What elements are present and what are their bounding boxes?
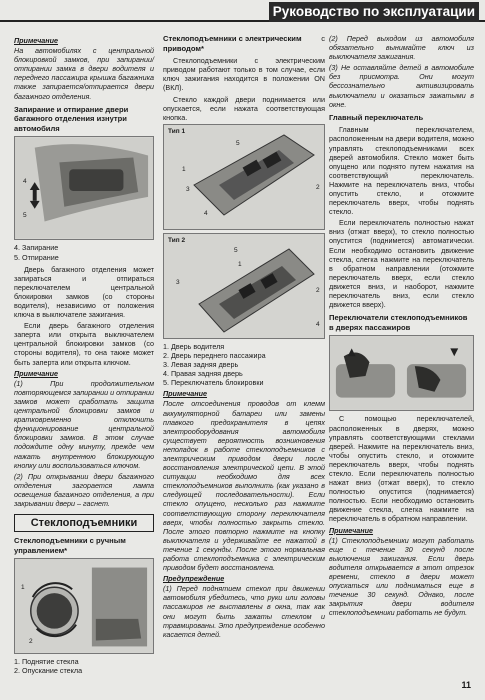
note-item: (2) При открывании двери багажного отделения загорается лампа освещения багажного отделения, а при закрывании двери – гаснет. [14, 471, 154, 508]
callout-2: 2 [316, 286, 320, 294]
manual-crank-figure [14, 558, 154, 654]
paragraph: Стекло каждой двери поднимается или опускается, если нажата соответствующая кнопка. [163, 94, 325, 122]
type2-switch-illustration [164, 234, 324, 338]
callout-5: 5 [234, 246, 238, 254]
trunk-switch-illustration [15, 137, 153, 239]
page-number: 11 [461, 680, 471, 690]
page-header [0, 0, 485, 26]
callout-1: 1 [238, 260, 242, 268]
warning-text: (1) Перед поднятием стекол при движении автомобиля убедитесь, что руки или головы пассажиров не выставлены в окна, так как они могут быть зажаты стеклом и травмированы. Это предупреждение особенно касается детей. [163, 584, 325, 639]
callout-3: 3 [176, 278, 180, 286]
crank-legend-1: 1. Поднятие стекла [14, 657, 79, 667]
column-1 [14, 34, 154, 675]
lock-legend-1: 4. Запирание [14, 243, 59, 253]
note-text: (1) Стеклоподъемники могут работать еще с течение 30 секунд после выключения зажигания. Если дверь водителя открывается в этот отрезок времени, стекло в двери может опускаться или подниматься еще в течение 30 секунд. Однако, после закрытия двери водителя стеклоподъемники работать не будут. [329, 535, 474, 618]
heading-text: Стеклоподъемники с электрическим приводом* [163, 34, 302, 53]
heading-master-switch: Главный переключатель [329, 112, 424, 122]
fig-label-5: 5 [23, 212, 27, 220]
heading-power-windows [163, 34, 325, 53]
passenger-switch-figure [329, 335, 474, 411]
paragraph: Если дверь багажного отделения заперта или открыта выключателем центральной блокировки замков (со стороны водителя), то она также может быть заперта или открыта ключом. [14, 321, 154, 367]
heading-trunk-lock: Запирание и отпирание двери багажного отделения изнутри автомобиля [14, 104, 129, 133]
paragraph: Дверь багажного отделения может запираться и отпираться переключателем центральной блокировки замков (со стороны водителя), независимо от положения ключа в выключателе зажигания. [14, 264, 154, 320]
warning-item: (2) Перед выходом из автомобиля обязательно вынимайте ключ из выключателя зажигания. [329, 34, 474, 62]
warning-title: Предупреждение [163, 574, 225, 584]
lock-legend-2: 5. Отпирание [14, 252, 59, 262]
column-3 [329, 34, 474, 619]
paragraph: Главным переключателем, расположенным на двери водителя, можно управлять стеклоподъемниками всех дверей автомобиля. Стекло может быть опущено или поднято путем нажатия на соответствующий переключатель. Нажмите на переключатель вниз, чтобы опустить стекло, и отожмите переключатель вверх, чтобы поднять стекло. [329, 125, 474, 217]
callout-1: 1 [182, 165, 186, 173]
note-item: (1) При продолжительном повторяющемся запирании и отпирании замков может сработать защита центральной блокировки замков и кратковременно отключить функционирование центральной блокировки замков. В этом случае подождите одну минуту, прежде чем нажать внутреннюю блокирующую кнопку или воспользоваться ключом. [14, 378, 154, 470]
passenger-switch-illustration [330, 336, 473, 410]
crank-legend-2: 2. Опускание стекла [14, 666, 83, 676]
legend-item: 3. Левая задняя дверь [163, 360, 239, 370]
window-crank-illustration [15, 559, 153, 653]
trunk-switch-figure [14, 136, 154, 240]
type2-label: Тип 2 [168, 236, 186, 244]
margin-mark: с [321, 34, 325, 43]
paragraph: Стеклоподъемники с электрическим приводом работают только в том случае, если ключ зажигания находится в положении ON (ВКЛ). [163, 56, 325, 93]
fig-label-2: 2 [29, 638, 33, 646]
callout-4: 4 [204, 209, 208, 217]
note-text: На автомобилях с центральной блокировкой замков, при запирании/отпирании замка в двери водителя и переднего пассажира крышка багажника также запирается/отпирается двери багажного отделения. [14, 46, 154, 101]
callout-3: 3 [186, 185, 190, 193]
legend-item: 1. Дверь водителя [163, 341, 225, 351]
type2-figure [163, 233, 325, 339]
note-title: Примечание [14, 368, 59, 378]
note-text: После отсоединения проводов от клемм аккумуляторной батареи или замены плавкого предохранителя в цепях электрооборудования автомобиля существует вероятность возникновения неполадок в работе стеклоподъемников с электрическим приводом двери после восстановления электрической цепи. В этой ситуации необходимо для всех стеклоподъемников выполнить (как указано в следующей последовательности). Если стекло опущено, несколько раз нажмите соответствующую сторону переключателя вверх, чтобы полностью закрыть стекло. После этого повторно нажмите на кнопку выключателя и удерживайте ее нажатой в течение 1 секунды. После этого нормальная работа стеклоподъемника с электрическим приводом будет восстановлена. [163, 399, 325, 573]
callout-4: 4 [316, 320, 320, 328]
paragraph: С помощью переключателей, расположенных в дверях, можно управлять соответствующими стеклами дверей. Нажмите на переключатель вниз, чтобы опустить стекло, и отожмите переключатель вверх, чтобы поднять стекло. Если переключатель полностью нажат вниз (отжат вверх), то стекло полностью опустится (поднимается) полностью. Если необходимо остановить движение стекла, слегка нажмите на переключатель в обратном направлении. [329, 414, 474, 524]
heading-passenger-switches: Переключатели стеклоподъемников в дверях пассажиров [329, 313, 468, 332]
paragraph: Если переключатель полностью нажат вниз (отжат вверх), то стекло полностью опустится (поднимется) автоматически. Если необходимо остановить движение стекла, слегка нажмите на переключатель в обратном направлении (отожмите переключатель вверх, если стекло движется вниз, и наоборот, нажмите переключатель вниз, если стекло движется вверх). [329, 218, 474, 310]
fig-label-1: 1 [21, 584, 25, 592]
legend-item: 5. Переключатель блокировки [163, 378, 264, 388]
type1-figure [163, 124, 325, 230]
note-title: Примечание [163, 389, 208, 399]
page-title: Руководство по эксплуатации [269, 2, 479, 22]
legend-item: 2. Дверь переднего пассажира [163, 350, 266, 360]
type1-switch-illustration [164, 125, 324, 229]
legend-item: 4. Правая задняя дверь [163, 369, 243, 379]
note-title: Примечание [329, 525, 374, 535]
callout-2: 2 [316, 183, 320, 191]
warning-item: (3) Не оставляйте детей в автомобиле без присмотра. Они могут бессознательно активизировать выключатели и оказаться зажатыми в окне. [329, 63, 474, 109]
section-title: Стеклоподъемники [14, 514, 154, 532]
type1-label: Тип 1 [168, 127, 186, 135]
callout-5: 5 [236, 139, 240, 147]
fig-label-4: 4 [23, 178, 27, 186]
note-title: Примечание [14, 36, 59, 45]
heading-manual-windows: Стеклоподъемники с ручным управлением* [14, 536, 126, 555]
column-2 [163, 34, 325, 641]
